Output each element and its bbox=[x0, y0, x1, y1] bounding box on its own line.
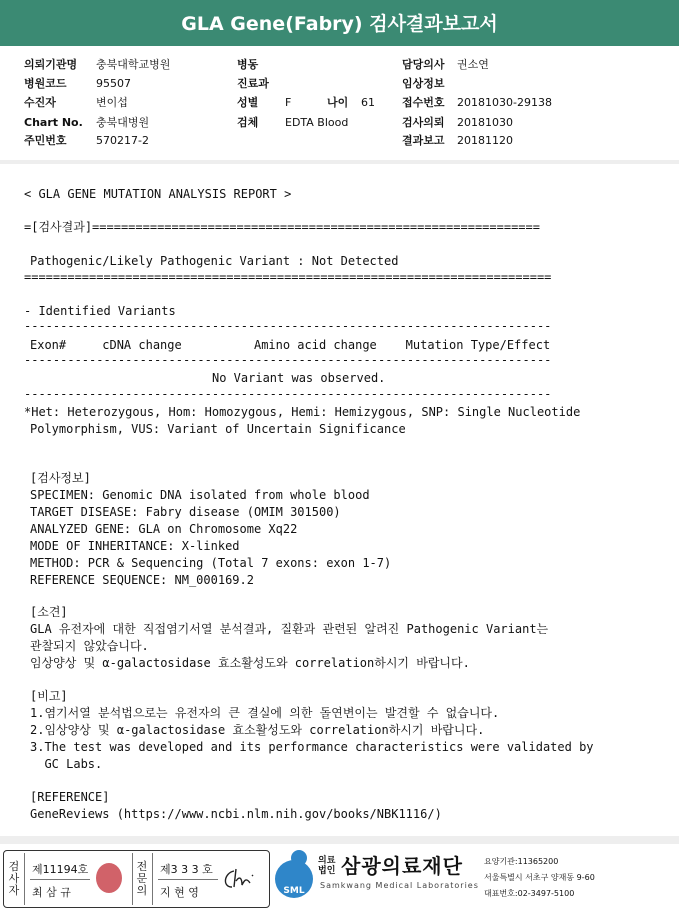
abbreviation-note-cont: Polymorphism, VUS: Variant of Uncertain Significance bbox=[30, 422, 406, 436]
examiner-license-no: 제11194호 bbox=[32, 863, 89, 876]
examiner-seal-stamp bbox=[96, 863, 122, 893]
opinion-line: GLA 유전자에 대한 직접염기서열 분석결과, 질환과 관련된 알려진 Pathogenic Variant는 bbox=[30, 622, 549, 636]
field-value: F bbox=[285, 96, 292, 109]
remarks-line: 3.The test was developed and its performance characteristics were validated by bbox=[30, 740, 594, 754]
report-heading: < GLA GENE MUTATION ANALYSIS REPORT > bbox=[24, 187, 292, 201]
field-label: 의뢰기관명 bbox=[24, 58, 78, 71]
examiner-label bbox=[8, 861, 20, 897]
ward-row bbox=[237, 58, 285, 72]
signature-footer bbox=[0, 848, 679, 915]
separator bbox=[30, 879, 90, 880]
test-info-heading: [검사정보] bbox=[30, 471, 91, 485]
test-info-line: TARGET DISEASE: Fabry disease (OMIM 301500) bbox=[30, 505, 341, 519]
dash-rule: ------------------------------------------------------------------------- bbox=[24, 353, 552, 367]
receipt-number-row bbox=[402, 96, 552, 110]
abbreviation-note: *Het: Heterozygous, Hom: Homozygous, Hemi: Hemizygous, SNP: Single Nucleotide bbox=[24, 405, 581, 419]
field-value: 변이섭 bbox=[96, 96, 128, 109]
field-value: 20181030 bbox=[457, 116, 513, 129]
field-label: Chart No. bbox=[24, 116, 83, 129]
sml-logo-icon: SML bbox=[275, 860, 313, 898]
remarks-line: 1.염기서열 분석법으로는 유전자의 큰 결실에 의한 돌연변이는 발견할 수 없습니다. bbox=[30, 706, 500, 720]
field-value: 95507 bbox=[96, 77, 131, 90]
field-label: 병원코드 bbox=[24, 77, 67, 90]
opinion-line: 임상양상 및 α-galactosidase 효소활성도와 correlation하시기 바랍니다. bbox=[30, 656, 470, 670]
remarks-line: 2.임상양상 및 α-galactosidase 효소활성도와 correlation하시기 바랍니다. bbox=[30, 723, 485, 737]
hospital-code-row bbox=[24, 77, 131, 91]
identified-variants-heading: - Identified Variants bbox=[24, 304, 176, 318]
field-value: 충북대병원 bbox=[96, 116, 150, 129]
result-section-header: =[검사결과]============================================================== bbox=[24, 220, 540, 234]
org-phone: 대표번호:02-3497-5100 bbox=[484, 889, 575, 898]
field-label: 수진자 bbox=[24, 96, 56, 109]
field-label: 접수번호 bbox=[402, 96, 445, 109]
field-label: 검체 bbox=[237, 116, 259, 129]
test-info-line: MODE OF INHERITANCE: X-linked bbox=[30, 539, 240, 553]
field-value: 충북대학교병원 bbox=[96, 58, 171, 71]
report-date-row bbox=[402, 134, 513, 148]
field-value: 20181030-29138 bbox=[457, 96, 552, 109]
remarks-line: GC Labs. bbox=[30, 757, 103, 771]
field-label: 나이 bbox=[327, 96, 349, 109]
separator bbox=[152, 853, 153, 905]
specialist-signature-icon bbox=[220, 865, 264, 893]
field-label: 검사의뢰 bbox=[402, 116, 445, 129]
label-char: 자 bbox=[8, 884, 20, 897]
double-rule: ========================================================================= bbox=[24, 270, 552, 284]
test-info-line: METHOD: PCR & Sequencing (Total 7 exons: exon 1-7) bbox=[30, 556, 392, 570]
variant-table-header: Exon# cDNA change Amino acid change Mutation Type/Effect bbox=[30, 338, 551, 352]
org-prefix bbox=[318, 856, 335, 876]
dash-rule: ------------------------------------------------------------------------- bbox=[24, 387, 552, 401]
org-english-name: Samkwang Medical Laboratories bbox=[320, 881, 479, 890]
specimen-row bbox=[237, 116, 348, 130]
separator bbox=[158, 879, 218, 880]
label-char: 사 bbox=[8, 872, 20, 885]
remarks-heading: [비고] bbox=[30, 689, 68, 703]
report-title: GLA Gene(Fabry) 검사결과보고서 bbox=[0, 0, 679, 46]
opinion-line: 관찰되지 않았습니다. bbox=[30, 639, 149, 653]
field-label: 임상정보 bbox=[402, 77, 445, 90]
separator bbox=[132, 853, 133, 905]
field-label: 병동 bbox=[237, 58, 259, 71]
referral-institution-row bbox=[24, 58, 170, 72]
field-label: 결과보고 bbox=[402, 134, 445, 147]
footer-divider bbox=[0, 836, 679, 844]
reference-link[interactable]: GeneReviews (https://www.ncbi.nlm.nih.gov/books/NBK1116/) bbox=[30, 807, 442, 821]
org-institution-code: 요양기관:11365200 bbox=[484, 857, 559, 866]
field-value: EDTA Blood bbox=[285, 116, 349, 129]
header-divider bbox=[0, 160, 679, 164]
separator bbox=[24, 853, 25, 905]
org-prefix-line: 의료 bbox=[318, 856, 336, 866]
field-label: 성별 bbox=[237, 96, 259, 109]
patient-name-row bbox=[24, 96, 128, 110]
dash-rule: ------------------------------------------------------------------------- bbox=[24, 319, 552, 333]
label-char: 의 bbox=[136, 884, 148, 897]
signature-box bbox=[3, 850, 270, 908]
test-info-line: ANALYZED GENE: GLA on Chromosome Xq22 bbox=[30, 522, 298, 536]
specialist-label bbox=[136, 861, 148, 897]
age-row bbox=[327, 96, 375, 110]
pathogenic-result: Pathogenic/Likely Pathogenic Variant : Not Detected bbox=[30, 254, 399, 268]
field-label: 진료과 bbox=[237, 77, 269, 90]
physician-row bbox=[402, 58, 489, 72]
clinical-info-row bbox=[402, 77, 457, 91]
test-info-line: REFERENCE SEQUENCE: NM_000169.2 bbox=[30, 573, 254, 587]
org-prefix-line: 법인 bbox=[318, 866, 336, 876]
field-value: 570217-2 bbox=[96, 134, 149, 147]
sex-row bbox=[237, 96, 291, 110]
specialist-license-no: 제3 3 3 호 bbox=[160, 863, 213, 876]
reference-heading: [REFERENCE] bbox=[30, 790, 110, 804]
field-value: 61 bbox=[361, 96, 375, 109]
opinion-heading: [소견] bbox=[30, 605, 68, 619]
label-char: 전 bbox=[136, 860, 148, 873]
request-date-row bbox=[402, 116, 513, 130]
examiner-name: 최 삼 규 bbox=[32, 886, 71, 899]
org-name: 삼광의료재단 bbox=[341, 854, 463, 878]
resident-number-row bbox=[24, 134, 149, 148]
field-label: 담당의사 bbox=[402, 58, 445, 71]
label-char: 검 bbox=[8, 860, 20, 873]
specialist-name: 지 현 영 bbox=[160, 886, 199, 899]
no-variant-message: No Variant was observed. bbox=[212, 371, 386, 385]
test-info-line: SPECIMEN: Genomic DNA isolated from whole blood bbox=[30, 488, 370, 502]
field-value: 권소연 bbox=[457, 58, 489, 71]
department-row bbox=[237, 77, 285, 91]
chart-no-row bbox=[24, 116, 149, 130]
org-address: 서울특별시 서초구 양재동 9-60 bbox=[484, 873, 595, 882]
field-label: 주민번호 bbox=[24, 134, 67, 147]
field-value: 20181120 bbox=[457, 134, 513, 147]
label-char: 문 bbox=[136, 872, 148, 885]
